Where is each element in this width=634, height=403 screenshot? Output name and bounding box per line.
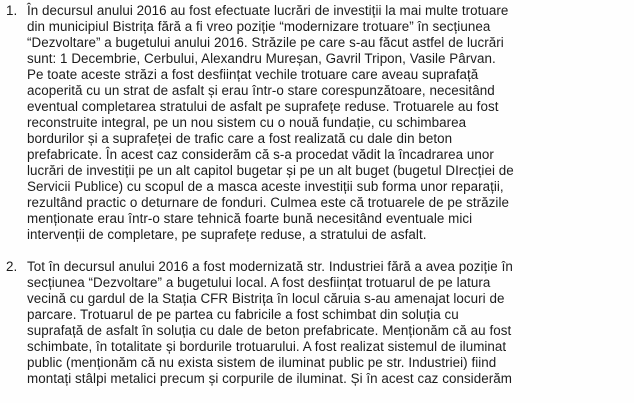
text-line: eventual completarea stratului de asfalt pe suprafețe reduse. Trotuarele au fost	[27, 99, 499, 114]
text-line: acoperită cu un strat de asfalt și erau într-o stare corespunzătoare, necesitând	[27, 83, 495, 98]
text-line: din municipiul Bistrița fără a fi vreo poziție “modernizare trotuare” în secțiunea	[27, 19, 491, 34]
text-line: schimbate, în totalitate și bordurile trotuarului. A fost realizat sistemul de iluminat	[27, 339, 507, 354]
text-line: prefabricate. În acest caz considerăm că s-a procedat vădit la încadrarea unor	[27, 147, 494, 162]
text-line: Tot în decursul anului 2016 a fost modernizată str. Industriei fără a avea poziție în	[27, 259, 513, 274]
text-line: public (menționăm că nu exista sistem de iluminat public pe str. Industriei) fiind	[27, 355, 497, 370]
text-line: Servicii Publice) cu scopul de a masca aceste investiții sub forma unor reparații,	[27, 179, 504, 194]
list-item-number: 2.	[6, 259, 18, 274]
text-line: rezultând practic o deturnare de fonduri. Culmea este că trotuarele de pe străzile	[27, 195, 509, 210]
text-line: suprafață de asfalt în soluția cu dale de beton prefabricate. Menționăm că au fost	[27, 323, 512, 338]
text-line: secțiunea “Dezvoltare” a bugetului local. A fost desființat trotuarul de pe latura	[27, 275, 491, 290]
text-line: sunt: 1 Decembrie, Cerbului, Alexandru Mureșan, Gavril Tripon, Vasile Pârvan.	[27, 51, 496, 66]
text-line: În decursul anului 2016 au fost efectuate lucrări de investiții la mai multe trotuare	[27, 3, 509, 18]
text-line: “Dezvoltare” a bugetului anului 2016. Străzile pe care s-au făcut astfel de lucrări	[27, 35, 504, 50]
text-line: lucrări de investiții pe un alt capitol bugetar și pe un alt buget (bugetul DIrecției de	[27, 163, 514, 178]
text-line: bordurilor și a suprafeței de trafic care a fost realizată cu dale din beton	[27, 131, 453, 146]
list-item-number: 1.	[6, 3, 18, 18]
text-line: Pe toate aceste străzi a fost desființat vechile trotuare care aveau suprafață	[27, 67, 479, 82]
text-line: montați stâlpi metalici precum și corpurile de iluminat. Și în acest caz considerăm	[27, 371, 512, 386]
text-line: intervenții de completare, pe suprafețe reduse, a stratului de asfalt.	[27, 227, 427, 242]
text-line: reconstruite integral, pe un nou sistem cu o nouă fundație, cu schimbarea	[27, 115, 467, 130]
text-line: vecină cu gardul de la Stația CFR Bistrița în locul căruia s-au amenajat locuri de	[27, 291, 505, 306]
text-line: menționate erau într-o stare tehnică foarte bună necesitând eventuale mici	[27, 211, 473, 226]
text-line: parcare. Trotuarul de pe partea cu fabricile a fost schimbat din soluția cu	[27, 307, 459, 322]
